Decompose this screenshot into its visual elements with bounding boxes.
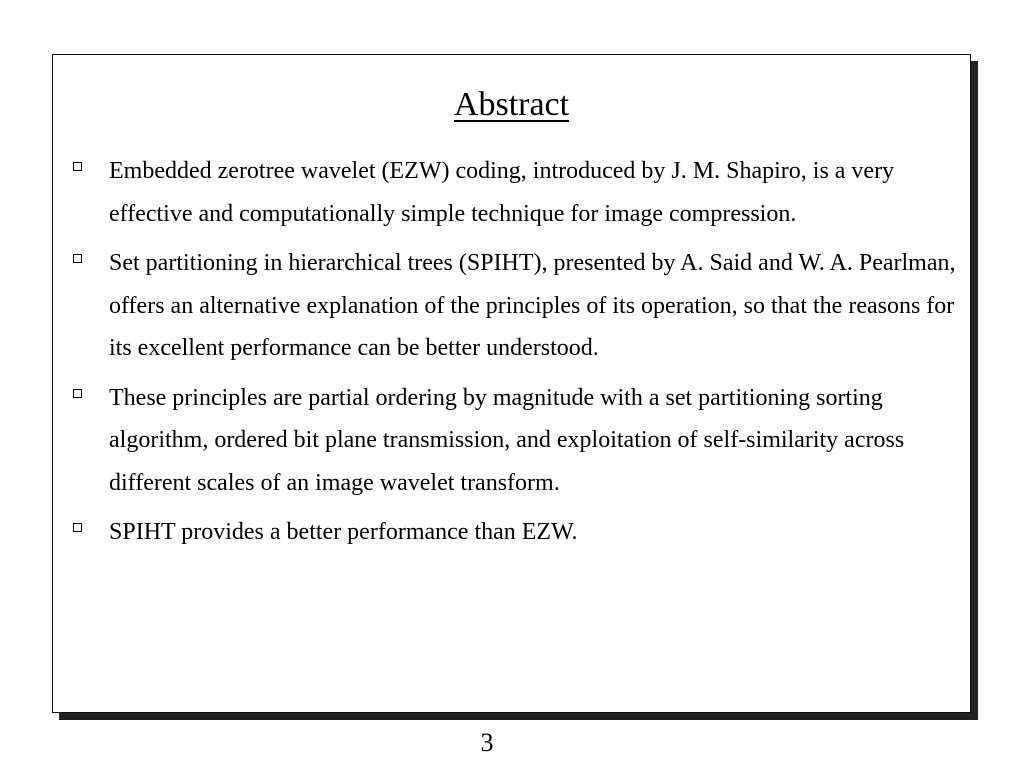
bullet-text: Set partitioning in hierarchical trees (SPIHT), presented by A. Said and W. A. Pearlman, offers an alternative explanation of the principles of its operation, so that the reasons for its excellent performance can be better understood.	[109, 250, 956, 361]
hollow-square-icon	[73, 254, 82, 263]
slide-title-text: Abstract	[453, 86, 570, 123]
slide-title	[53, 85, 970, 125]
bullet-list	[53, 150, 970, 561]
list-item	[53, 150, 970, 235]
page-number: 3	[480, 728, 494, 757]
bullet-text: These principles are partial ordering by magnitude with a set partitioning sorting algorithm, ordered bit plane transmission, and exploitation of self-similarity across different scales of an image wavelet transform.	[109, 384, 905, 496]
slide-frame	[52, 54, 971, 713]
hollow-square-icon	[73, 523, 82, 532]
hollow-square-icon	[73, 389, 82, 398]
list-item	[53, 511, 970, 554]
bullet-text: SPIHT provides a better performance than EZW.	[109, 519, 578, 545]
hollow-square-icon	[73, 162, 82, 171]
list-item	[53, 242, 970, 370]
list-item	[53, 377, 970, 505]
bullet-text: Embedded zerotree wavelet (EZW) coding, introduced by J. M. Shapiro, is a very effective and computationally simple technique for image compression.	[109, 158, 895, 227]
